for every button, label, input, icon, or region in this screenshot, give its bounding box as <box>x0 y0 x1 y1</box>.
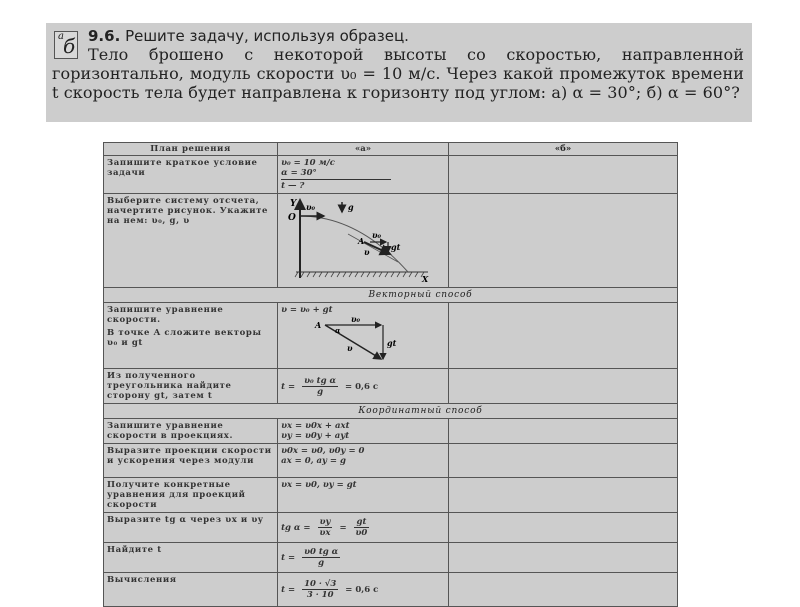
task-statement <box>46 23 752 122</box>
answer-a: υx = υ0, υy = gt <box>278 478 449 513</box>
answer-b[interactable] <box>449 419 678 444</box>
answer-b[interactable] <box>449 194 678 288</box>
answer-a: υx = υ0x + axt υy = υ0y + ayt <box>278 419 449 444</box>
section-row <box>104 288 678 303</box>
answer-a: υ₀ = 10 м/с α = 30° t — ? <box>278 156 449 194</box>
v0-label: υ₀ <box>351 315 361 324</box>
answer-b[interactable] <box>449 303 678 369</box>
fraction: $\frac{\text{υ0 tg α}}{g}$ <box>304 547 339 568</box>
header-plan: План решения <box>104 143 278 156</box>
table-row <box>104 419 678 444</box>
step-label: Запишите краткое условие задачи <box>104 156 278 194</box>
answer-a: t = $\frac{\text{υ0 tg α}}{g}$ <box>278 543 449 573</box>
answer-b[interactable] <box>449 156 678 194</box>
ground-hatch <box>295 272 424 277</box>
table-row <box>104 513 678 543</box>
point-a-label: A <box>315 320 322 330</box>
v-label: υ <box>347 343 353 353</box>
header-b: «б» <box>449 143 678 156</box>
gt-label: gt <box>387 338 397 348</box>
answer-b[interactable] <box>449 369 678 404</box>
point-a-label: A <box>358 236 365 246</box>
answer-a: tg α = $\frac{\upsilon y}{\upsilon x}$ = $\frac{gt}{\upsilon 0}$ <box>278 513 449 543</box>
v-label: υ <box>364 247 370 257</box>
task-heading <box>88 27 409 45</box>
task-level-icon: а б <box>54 31 78 59</box>
step-label: Получите конкретные уравнения для проекций скорости <box>104 478 278 513</box>
section-title: Координатный способ <box>104 404 678 419</box>
step-label: Из полученного треугольника найдите сторону gt, затем t <box>104 369 278 404</box>
answer-b[interactable] <box>449 478 678 513</box>
answer-b[interactable] <box>449 543 678 573</box>
step-label: Запишите уравнение скорости в проекциях. <box>104 419 278 444</box>
step-label: Выберите систему отсчета, начертите рисунок. Укажите на нем: υ₀, g, υ <box>104 194 278 288</box>
answer-b[interactable] <box>449 513 678 543</box>
table-row <box>104 573 678 607</box>
answer-b[interactable] <box>449 573 678 607</box>
table-row <box>104 303 678 369</box>
section-row <box>104 404 678 419</box>
step-label: Выразите проекции скорости и ускорения через модули <box>104 444 278 478</box>
step-label: Найдите t <box>104 543 278 573</box>
table-row <box>104 543 678 573</box>
step-label: Вычисления <box>104 573 278 607</box>
v0-label-a: υ₀ <box>372 230 382 240</box>
v-vector <box>325 325 381 359</box>
fraction: $\frac{\text{υ₀ tg α}}{g}$ <box>304 375 337 397</box>
y-axis-label: Y <box>290 199 297 209</box>
vector-triangle-diagram <box>281 315 441 365</box>
table-header-row <box>104 143 678 156</box>
header-a: «а» <box>278 143 449 156</box>
step-label: Выразите tg α через υx и υy <box>104 513 278 543</box>
table-row <box>104 156 678 194</box>
divider <box>281 179 391 180</box>
task-instruction: Решите задачу, используя образец. <box>125 27 409 45</box>
section-title: Векторный способ <box>104 288 678 303</box>
answer-a <box>278 194 449 288</box>
answer-a: t = $\frac{\text{υ₀ tg α}}{g}$ = 0,6 с <box>278 369 449 404</box>
fraction: $\frac{gt}{\upsilon 0}$ <box>355 517 368 538</box>
solution-plan-table <box>103 142 678 607</box>
gt-label: gt <box>391 242 401 252</box>
answer-a: υ = υ₀ + gt A υ₀ gt υ α <box>278 303 449 369</box>
table-row <box>104 478 678 513</box>
fraction: $\frac{10 \cdot √3}{3 \cdot 10}$ <box>304 579 337 600</box>
x-axis-label: X <box>422 274 429 284</box>
answer-a: υ0x = υ0, υ0y = 0 ax = 0, ay = g <box>278 444 449 478</box>
step-label: Запишите уравнение скорости. В точке A сложите векторы υ₀ и gt <box>104 303 278 369</box>
origin-label: O <box>288 213 296 223</box>
fraction: $\frac{\upsilon y}{\upsilon x}$ <box>319 517 331 538</box>
task-number: 9.6. <box>88 27 121 45</box>
table-row <box>104 444 678 478</box>
answer-a: t = $\frac{10 \cdot √3}{3 \cdot 10}$ = 0,6 с <box>278 573 449 607</box>
answer-b[interactable] <box>449 444 678 478</box>
table-row <box>104 194 678 288</box>
trajectory-diagram <box>278 194 442 284</box>
alpha-label: α <box>335 326 341 335</box>
v0-label: υ₀ <box>306 202 316 212</box>
task-text: Тело брошено с некоторой высоты со скоростью, направленной горизонтально, модуль скорости υ₀ = 10 м/с. Через какой промежуток времени t скорость тела будет направлена к горизонту под углом: а) α = 30°; б) α = 60°? <box>52 45 744 102</box>
table-row <box>104 369 678 404</box>
g-label: g <box>348 202 354 212</box>
